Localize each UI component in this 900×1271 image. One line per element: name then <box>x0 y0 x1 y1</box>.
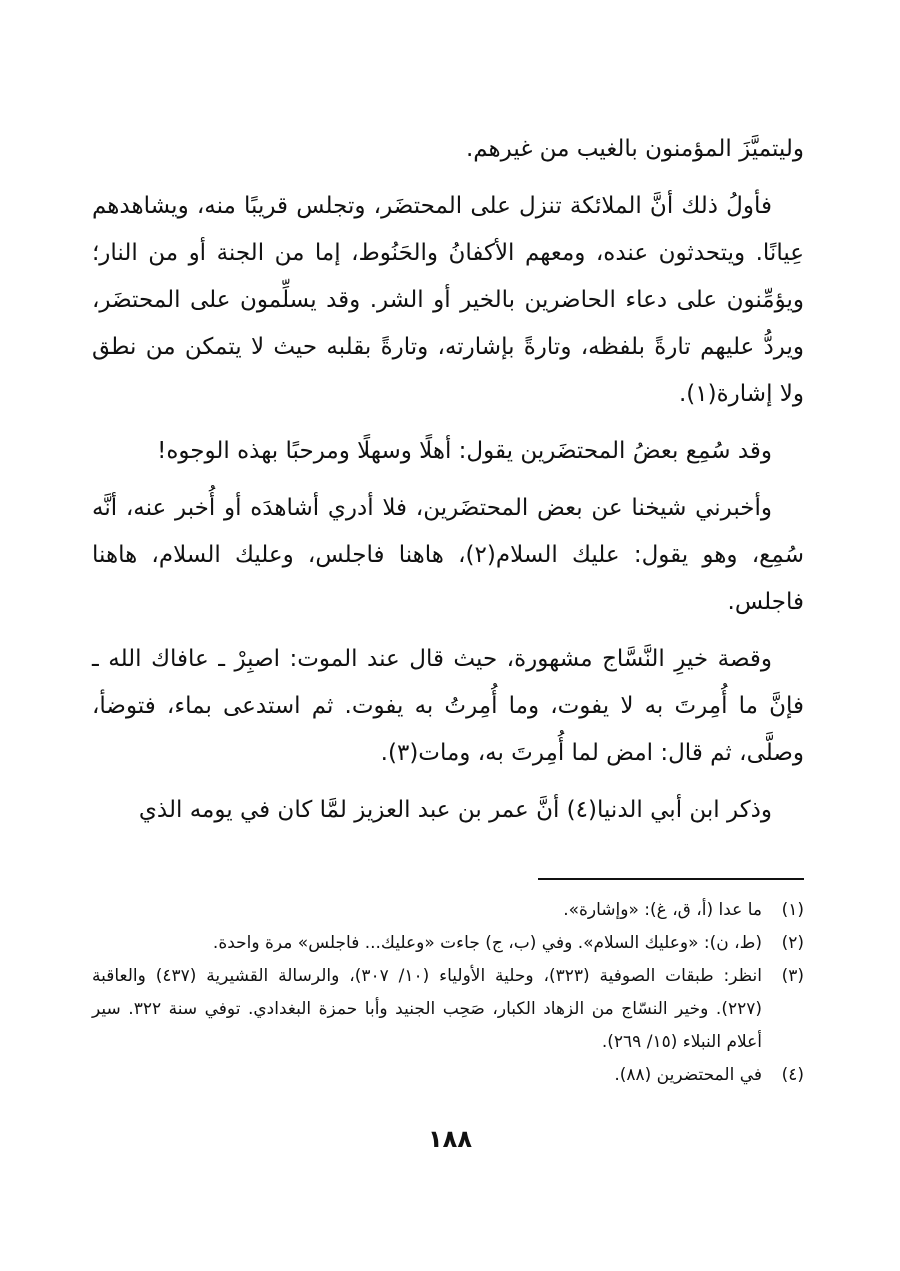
footnote-number: (٢) <box>781 933 804 953</box>
footnote-number: (٣) <box>781 966 804 986</box>
paragraph: وأخبرني شيخنا عن بعض المحتضَرين، فلا أدري أشاهدَه أو أُخبر عنه، أنَّه سُمِع، وهو يقول: عليك السلام(٢)، هاهنا فاجلس، وعليك السلام، هاهنا فاجلس. <box>92 495 804 615</box>
footnotes <box>92 894 804 1092</box>
footnote <box>92 960 804 1059</box>
paragraph: وليتميَّزَ المؤمنون بالغيب من غيرهم. <box>465 136 804 162</box>
paragraph: وذكر ابن أبي الدنيا(٤) أنَّ عمر بن عبد العزيز لمَّا كان في يومه الذي <box>138 797 772 823</box>
main-text <box>92 126 804 844</box>
paragraph: وقصة خيرِ النَّسَّاج مشهورة، حيث قال عند الموت: اصبِرْ ـ عافاك الله ـ فإنَّ ما أُمِرتَ به لا يفوت، وما أُمِرتُ به يفوت. ثم استدعى بماء، فتوضأ، وصلَّى، ثم قال: امض لما أُمِرتَ به، ومات(٣). <box>92 646 804 766</box>
footnote-separator <box>538 878 804 880</box>
footnote <box>92 894 804 927</box>
footnote-text: ما عدا (أ، ق، غ): «وإشارة». <box>563 900 762 920</box>
footnote-number: (١) <box>781 900 804 920</box>
footnote <box>92 927 804 960</box>
page-number: ١٨٨ <box>428 1125 472 1153</box>
paragraph: فأولُ ذلك أنَّ الملائكة تنزل على المحتضَر، وتجلس قريبًا منه، ويشاهدهم عِيانًا. ويتحدثون عنده، ومعهم الأكفانُ والحَنُوط، إما من الجنة أو من النار؛ ويؤمِّنون على دعاء الحاضرين بالخير أو الشر. وقد يسلِّمون على المحتضَر، ويردُّ عليهم تارةً بلفظه، وتارةً بإشارته، وتارةً بقلبه حيث لا يتمكن من نطق ولا إشارة(١). <box>92 193 804 407</box>
footnote <box>92 1059 804 1092</box>
footnote-text: (ط، ن): «وعليك السلام». وفي (ب، ج) جاءت «وعليك... فاجلس» مرة واحدة. <box>212 933 762 953</box>
paragraph: وقد سُمِع بعضُ المحتضَرين يقول: أهلًا وسهلًا ومرحبًا بهذه الوجوه! <box>157 438 772 464</box>
footnote-text: في المحتضرين (٨٨). <box>614 1065 762 1085</box>
footnote-text: انظر: طبقات الصوفية (٣٢٣)، وحلية الأولياء (١٠/ ٣٠٧)، والرسالة القشيرية (٤٣٧) والعاقبة (٢٢٧). وخير النسّاج من الزهاد الكبار، صَحِب الجنيد وأبا حمزة البغدادي. توفي سنة ٣٢٢. سير أعلام النبلاء (١٥/ ٢٦٩). <box>92 966 763 1052</box>
footnote-number: (٤) <box>781 1065 804 1085</box>
